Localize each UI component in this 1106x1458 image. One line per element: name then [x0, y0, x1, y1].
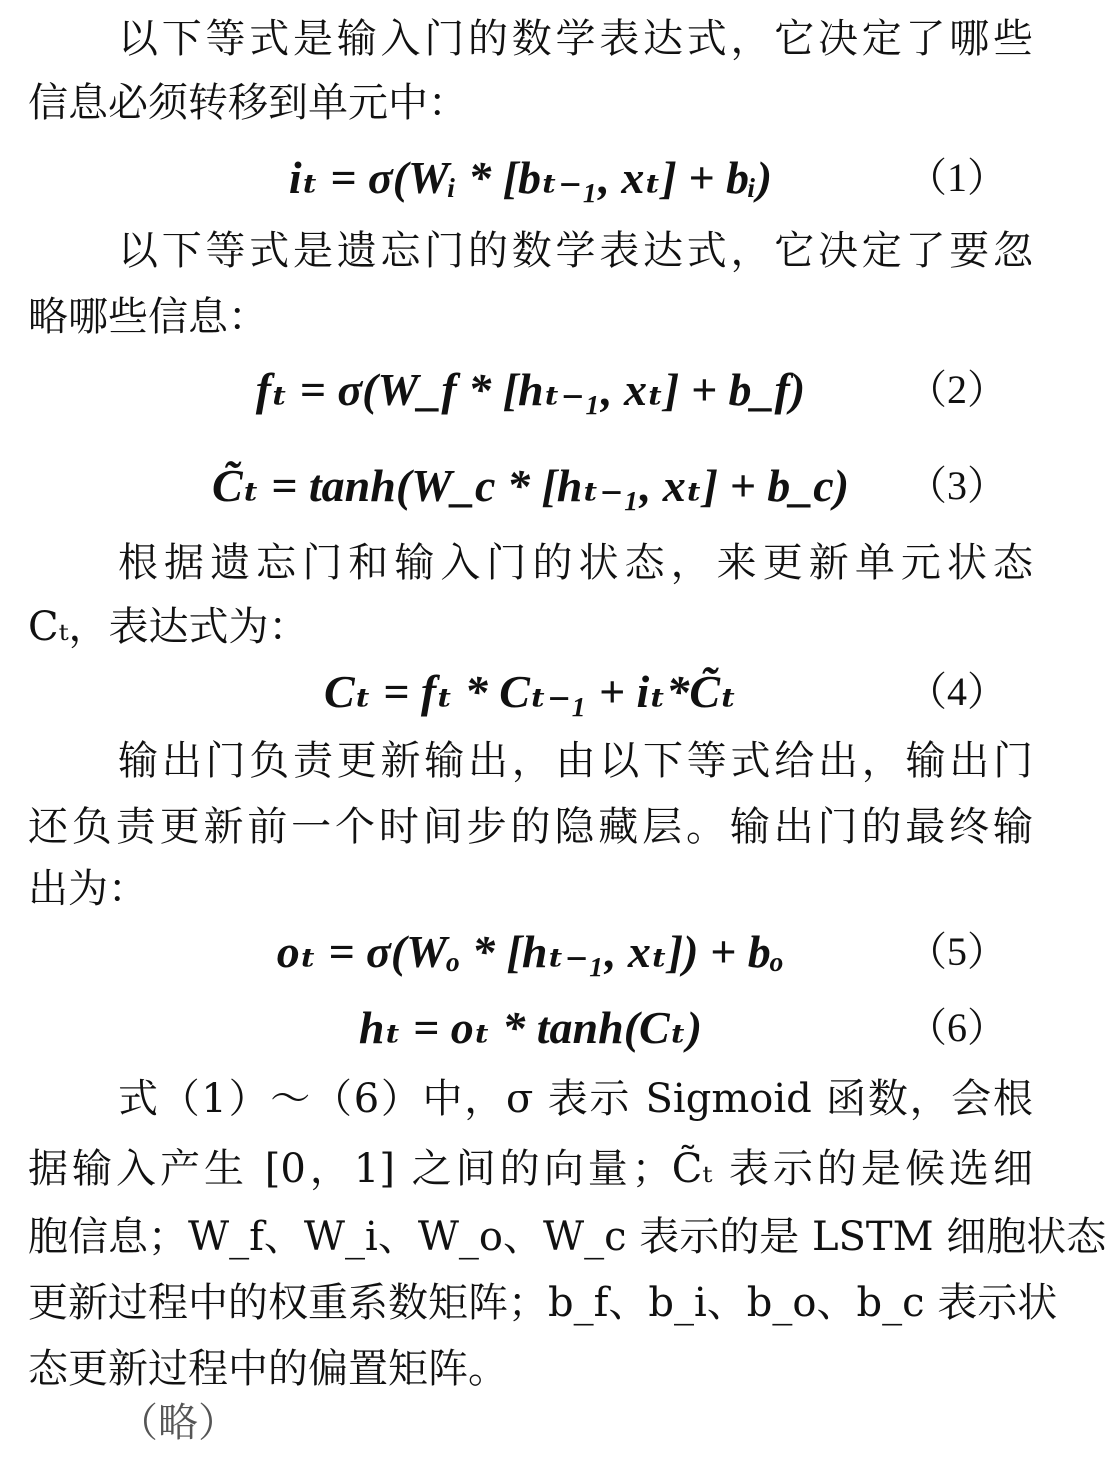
equation-5: oₜ = σ(Wₒ * [hₜ₋₁, xₜ]) + bₒ [276, 926, 785, 977]
equation-number-5: （5） [907, 929, 1007, 974]
paragraph-cell-update-line-1: 根据遗忘门和输入门的状态，来更新单元状态 [118, 540, 1033, 586]
paragraph-notation-line-3: 胞信息；W_f、W_i、W_o、W_c 表示的是 LSTM 细胞状态 [28, 1214, 1106, 1260]
paragraph-cell-update-line-2: Cₜ，表达式为： [28, 604, 309, 650]
equation-row-4 [0, 654, 1061, 730]
paragraph-output-gate-line-2: 还负责更新前一个时间步的隐藏层。输出门的最终输 [28, 804, 1033, 850]
paragraph-input-gate-line-2: 信息必须转移到单元中： [28, 80, 468, 126]
paragraph-notation-line-5: 态更新过程中的偏置矩阵。 [28, 1346, 508, 1392]
paragraph-forget-gate-line-2: 略哪些信息： [28, 294, 268, 340]
equation-number-3: （3） [907, 463, 1007, 508]
paragraph-notation-line-2: 据输入产生 [0，1] 之间的向量；C̃ₜ 表示的是候选细 [28, 1146, 1033, 1192]
paragraph-forget-gate-line-1: 以下等式是遗忘门的数学表达式，它决定了要忽 [118, 228, 1033, 274]
paragraph-notation-line-4: 更新过程中的权重系数矩阵；b_f、b_i、b_o、b_c 表示状 [28, 1280, 1058, 1326]
equation-number-6: （6） [907, 1005, 1007, 1050]
equation-row-5 [0, 914, 1061, 990]
equation-row-2 [0, 352, 1061, 428]
equation-row-3 [0, 448, 1061, 524]
paragraph-output-gate-line-3: 出为： [28, 866, 148, 912]
paragraph-notation-line-1: 式（1）～（6）中，σ 表示 Sigmoid 函数，会根 [118, 1076, 1033, 1122]
cut-off-next-line: （略） [118, 1400, 238, 1446]
paragraph-input-gate-line-1: 以下等式是输入门的数学表达式，它决定了哪些 [118, 16, 1033, 62]
equation-number-1: （1） [907, 155, 1007, 200]
equation-1: iₜ = σ(Wᵢ * [bₜ₋₁, xₜ] + bᵢ) [288, 152, 773, 203]
equation-6: hₜ = oₜ * tanh(Cₜ) [358, 1002, 703, 1053]
equation-number-4: （4） [907, 669, 1007, 714]
equation-2: fₜ = σ(W_f * [hₜ₋₁, xₜ] + b_f) [255, 364, 806, 415]
equation-3: C̃ₜ = tanh(W_c * [hₜ₋₁, xₜ] + b_c) [211, 460, 850, 511]
equation-row-1 [0, 140, 1061, 216]
paragraph-output-gate-line-1: 输出门负责更新输出，由以下等式给出，输出门 [118, 738, 1033, 784]
equation-4: Cₜ = fₜ * Cₜ₋₁ + iₜ*C̃ₜ [323, 666, 738, 717]
equation-number-2: （2） [907, 367, 1007, 412]
equation-row-6 [0, 990, 1061, 1066]
